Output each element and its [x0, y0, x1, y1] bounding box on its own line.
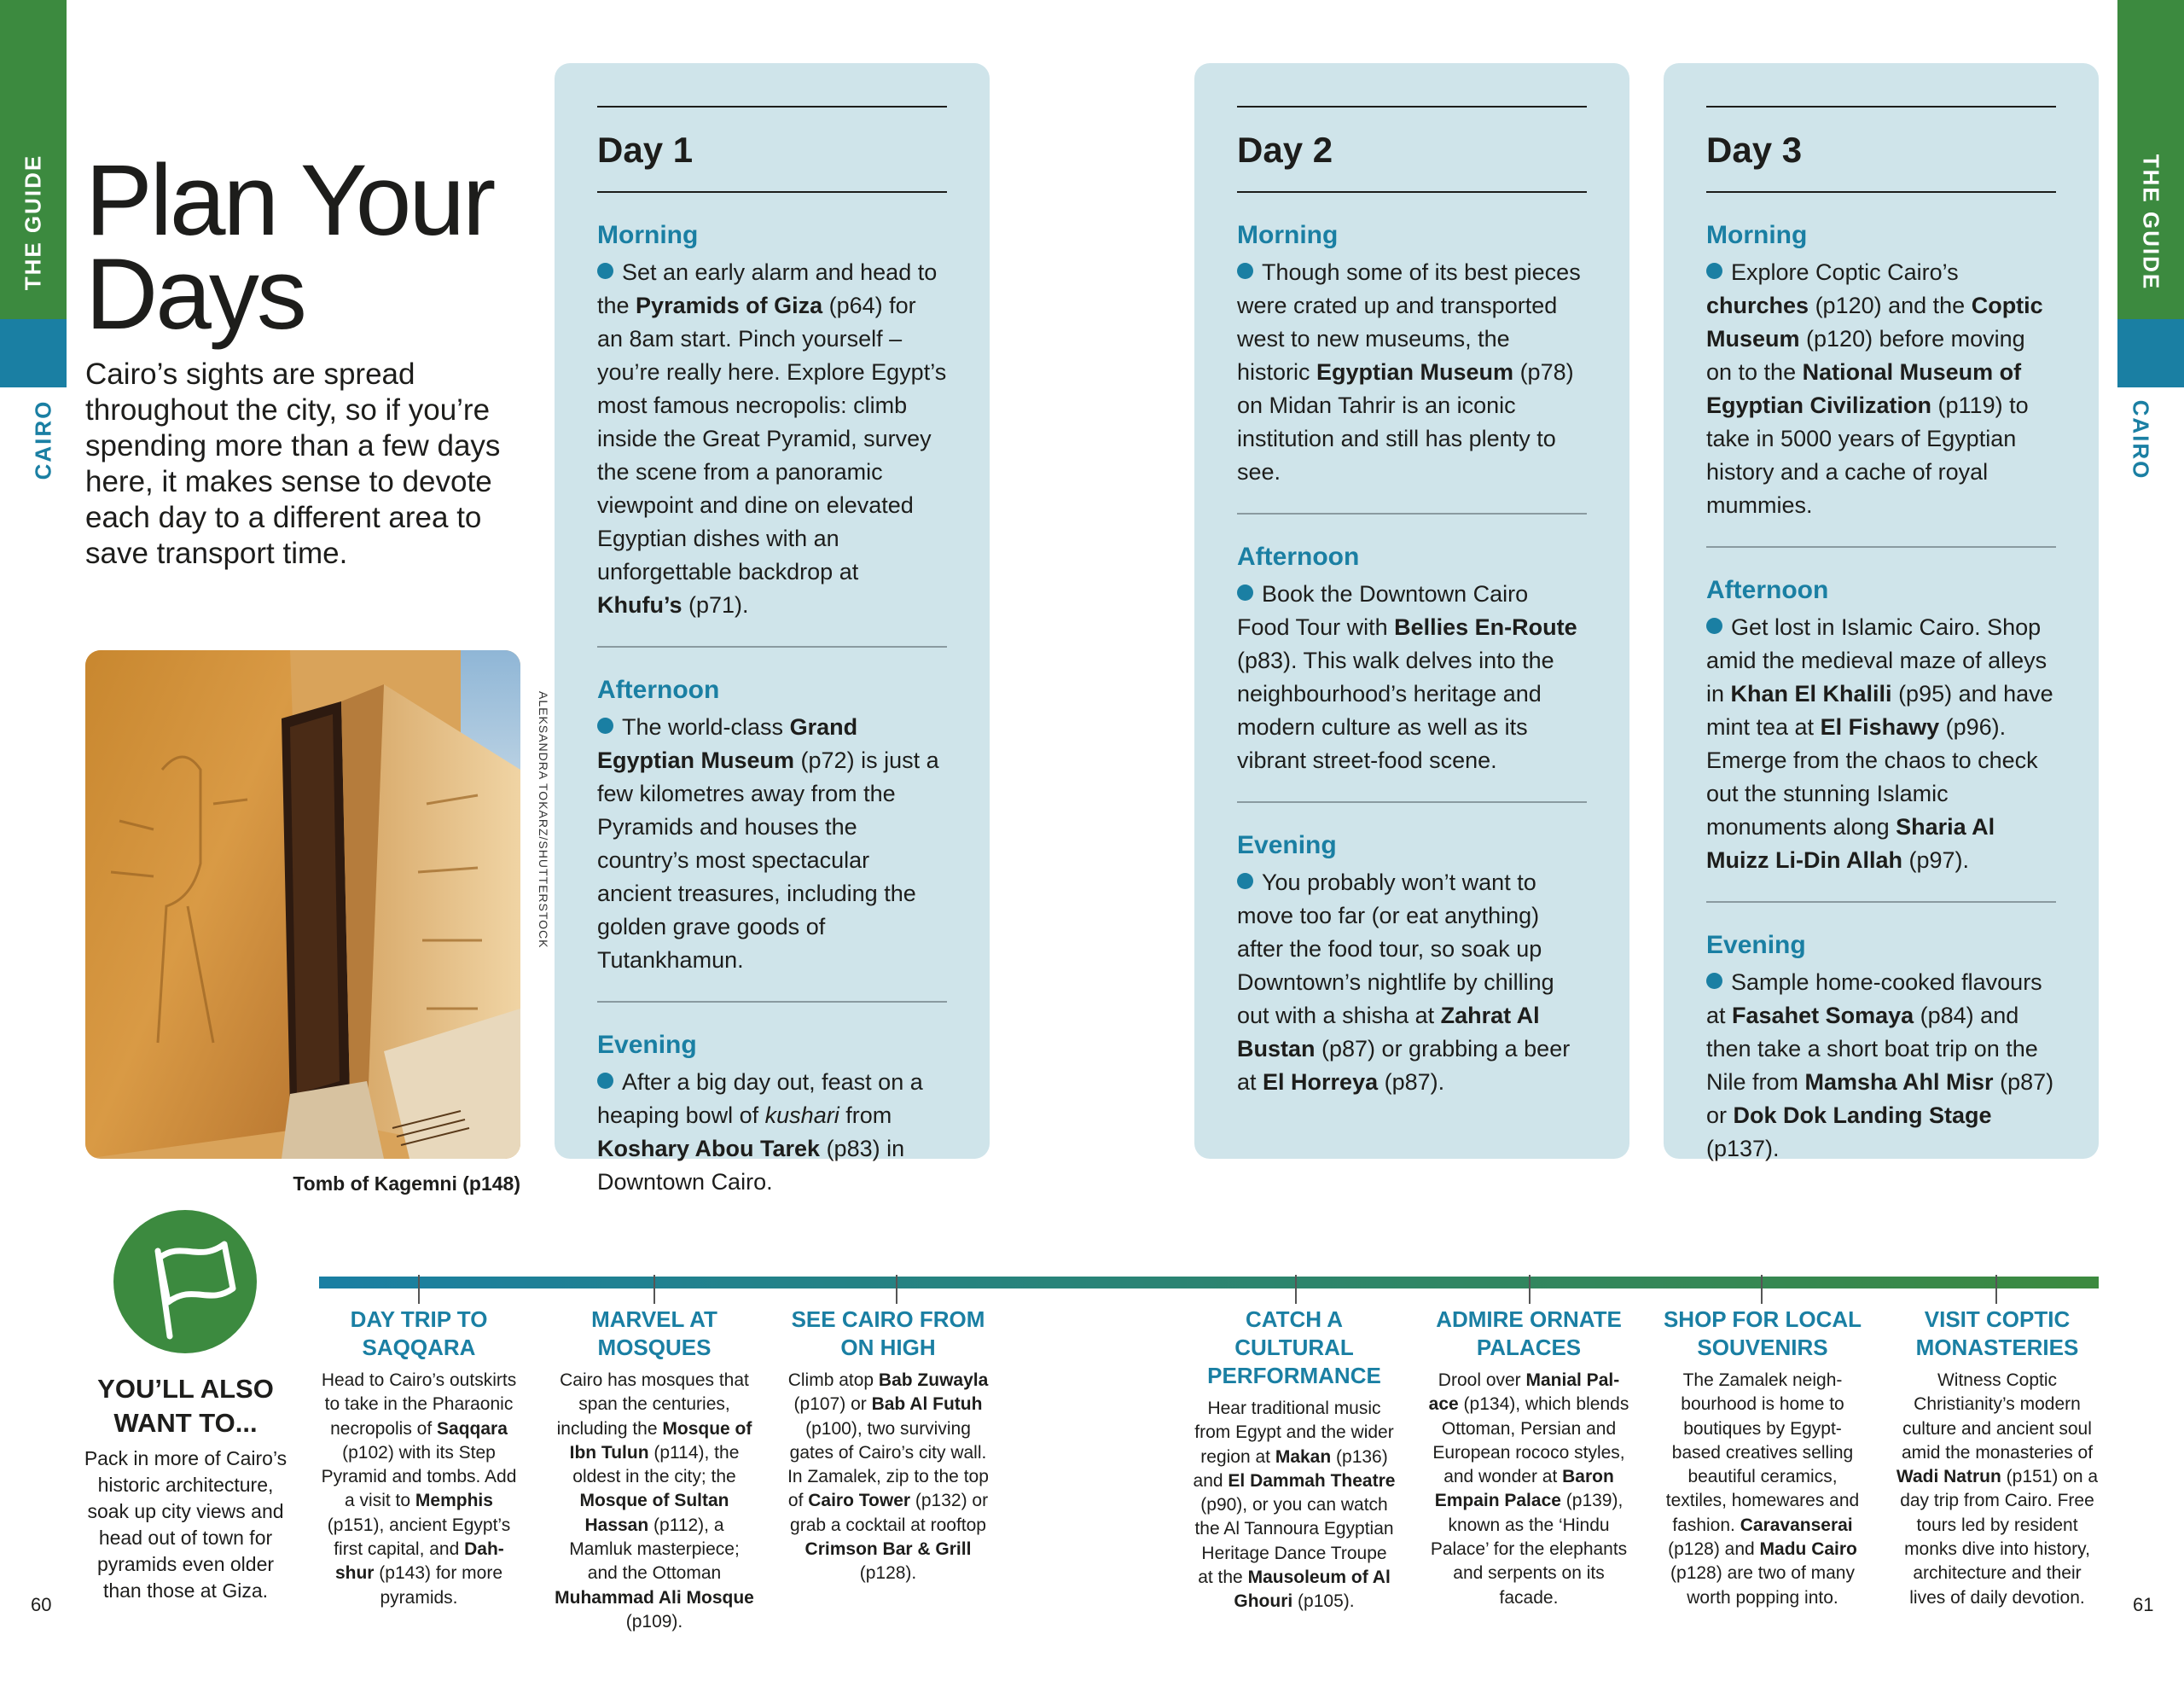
- day-title: Day 1: [597, 106, 947, 193]
- day-panel-3: [1664, 63, 2099, 1159]
- activity-heading: VISIT COPTIC MONASTERIES: [1915, 1306, 2079, 1360]
- day-section-evening: [1237, 803, 1587, 1123]
- activity-heading: CATCH A CULTURAL PERFORMANCE: [1207, 1306, 1381, 1388]
- bullet-dot-icon: [1237, 873, 1253, 889]
- activity-body: The Zamalek neigh-bourhood is home to boutiques by Egypt-based creatives selling beautiful ceramics, textiles, homewares and fashion. Caravanserai (p128) and Madu Cairo (p128) are two of many worth popping into.: [1665, 1370, 1860, 1608]
- section-heading: Evening: [1706, 931, 1806, 959]
- bullet-dot-icon: [1706, 973, 1722, 989]
- section-heading: Morning: [597, 221, 699, 249]
- activity-body: Drool over Manial Pal-ace (p134), which blends Ottoman, Persian and European rococo styles, and wonder at Baron Empain Palace (p139), known as the ‘Hindu Palace’ for the elephants and serpents on its facade.: [1428, 1370, 1629, 1608]
- bullet-dot-icon: [1706, 618, 1722, 634]
- day-section-evening: [1706, 903, 2056, 1189]
- page-number-left: 60: [31, 1594, 52, 1615]
- activity-heading: SHOP FOR LOCAL SOUVENIRS: [1663, 1306, 1862, 1360]
- section-tab-guide-label-right: THE GUIDE: [2138, 154, 2164, 290]
- photo-caption: Tomb of Kagemni (p148): [293, 1172, 520, 1195]
- bullet-dot-icon: [1237, 585, 1253, 601]
- section-body: Sample home-cooked flavours at Fasahet Somaya (p84) and then take a short boat trip on the Nile from Mamsha Ahl Misr (p87) or Dok Dok Landing Stage (p137).: [1706, 969, 2054, 1161]
- section-body: Book the Downtown Cairo Food Tour with Bellies En-Route (p83). This walk delves into the neighbourhood’s heritage and modern culture as well as its vibrant street-food scene.: [1237, 581, 1577, 773]
- flag-icon: [113, 1210, 257, 1353]
- section-body: After a big day out, feast on a heaping bowl of kushari from Koshary Abou Tarek (p83) in Downtown Cairo.: [597, 1069, 923, 1195]
- tomb-illustration: [85, 650, 520, 1159]
- activity-local-souvenirs: [1661, 1306, 1864, 1610]
- activity-body: Witness Coptic Christianity’s modern culture and ancient soul amid the monasteries of Wadi Natrun (p151) on a day trip from Cairo. Free tours led by resident monks dive into history, architecture and their lives of daily devotion.: [1896, 1370, 2099, 1608]
- activity-body: Cairo has mosques that span the centuries, including the Mosque of Ibn Tulun (p114), the oldest in the city; the Mosque of Sultan Hassan (p112), a Mamluk masterpiece; and the Ottoman Muhammad Ali Mosque (p109).: [555, 1370, 754, 1632]
- section-body: Get lost in Islamic Cairo. Shop amid the medieval maze of alleys in Khan El Khalili (p95) and have mint tea at El Fishawy (p96). Emerge from the chaos to check out the stunning Islamic monuments along Sharia Al Muizz Li-Din Allah (p97).: [1706, 614, 2053, 873]
- intro-text: Cairo’s sights are spread throughout the city, so if you’re spending more than a few days here, it makes sense to devote each day to a different area to save transport time.: [85, 358, 501, 570]
- activity-heading: ADMIRE ORNATE PALACES: [1436, 1306, 1622, 1360]
- section-body: Set an early alarm and head to the Pyramids of Giza (p64) for an 8am start. Pinch yourself – you’re really here. Explore Egypt’s most famous necropolis: climb inside the Great Pyramid, survey the scene from a panoramic viewpoint and dine on elevated Egyptian dishes with an unforgettable backdrop at Khufu’s (p71).: [597, 259, 947, 618]
- page-number-right: 61: [2133, 1594, 2154, 1615]
- also-title: YOU’LL ALSO WANT TO...: [97, 1374, 274, 1438]
- day-section-morning: [597, 193, 947, 648]
- activity-heading: MARVEL AT MOSQUES: [591, 1306, 717, 1360]
- section-heading: Afternoon: [1706, 576, 1829, 604]
- section-body: The world-class Grand Egyptian Museum (p72) is just a few kilometres away from the Pyramids and houses the country’s most spectacular ancient treasures, including the golden grave goods of Tutankhamun.: [597, 714, 939, 973]
- section-heading: Evening: [1237, 831, 1337, 859]
- activity-heading: DAY TRIP TO SAQQARA: [350, 1306, 488, 1360]
- section-heading: Morning: [1706, 221, 1808, 249]
- bullet-dot-icon: [1706, 263, 1722, 279]
- bullet-dot-icon: [597, 1073, 613, 1089]
- section-heading: Morning: [1237, 221, 1339, 249]
- activity-body: Head to Cairo’s outskirts to take in the Pharaonic necropolis of Saqqara (p102) with its Step Pyramid and tombs. Add a visit to Memphis (p151), ancient Egypt’s first capital, and Dah-shur (p143) for more pyramids.: [321, 1370, 517, 1608]
- day-title: Day 2: [1237, 106, 1587, 193]
- section-tab-city-label-right: CAIRO: [2128, 399, 2154, 480]
- bullet-dot-icon: [597, 718, 613, 734]
- bullet-dot-icon: [1237, 263, 1253, 279]
- photo-credit: ALEKSANDRA TOKARZ/SHUTTERSTOCK: [537, 691, 550, 949]
- day-section-afternoon: [1706, 548, 2056, 903]
- section-body: Though some of its best pieces were crated up and transported west to new museums, the historic Egyptian Museum (p78) on Midan Tahrir is an iconic institution and still has plenty to see.: [1237, 259, 1581, 485]
- day-section-afternoon: [597, 648, 947, 1003]
- also-text: Pack in more of Cairo’s historic architecture, soak up city views and head out of town for pyramids even older than those at Giza.: [84, 1447, 288, 1602]
- section-body: Explore Coptic Cairo’s churches (p120) and the Coptic Museum (p120) before moving on to the National Museum of Egyptian Civilization (p119) to take in 5000 years of Egyptian history and a cache of royal mummies.: [1706, 259, 2043, 518]
- day-panel-2: [1194, 63, 1629, 1159]
- day-section-evening: [597, 1003, 947, 1223]
- section-tab-city-label-left: CAIRO: [30, 399, 56, 480]
- activity-body: Hear traditional music from Egypt and the wider region at Makan (p136) and El Dammah Theatre (p90), or you can watch the Al Tannoura Egyptian Heritage Dance Troupe at the Mausoleum of Al Ghouri (p105).: [1193, 1399, 1396, 1612]
- activity-body: Climb atop Bab Zuwayla (p107) or Bab Al Futuh (p100), two surviving gates of Cairo’s city wall. In Zamalek, zip to the top of Cairo Tower (p132) or grab a cocktail at rooftop Crimson Bar & Grill (p128).: [787, 1370, 989, 1584]
- day-section-morning: [1237, 193, 1587, 515]
- section-tab-city-marker-right: [2117, 319, 2184, 387]
- day-panel-1: [555, 63, 990, 1195]
- section-heading: Afternoon: [1237, 543, 1360, 571]
- section-body: You probably won’t want to move too far (or eat anything) after the food tour, so soak up Downtown’s nightlife by chilling out with a shisha at Zahrat Al Bustan (p87) or grabbing a beer at El Horreya (p87).: [1237, 870, 1571, 1095]
- activity-cultural-performance: [1193, 1306, 1396, 1614]
- page-title: Plan Your Days: [85, 144, 494, 351]
- activity-coptic-monasteries: [1896, 1306, 2099, 1610]
- activity-heading: SEE CAIRO FROM ON HIGH: [791, 1306, 985, 1360]
- section-heading: Afternoon: [597, 676, 720, 704]
- section-tab-guide-label-left: THE GUIDE: [20, 154, 46, 290]
- bullet-dot-icon: [597, 263, 613, 279]
- section-tab-city-marker-left: [0, 319, 67, 387]
- day-section-morning: [1706, 193, 2056, 548]
- tomb-photo: [85, 650, 520, 1159]
- activity-day-trip-saqqara: [317, 1306, 520, 1610]
- section-heading: Evening: [597, 1031, 697, 1059]
- day-title: Day 3: [1706, 106, 2056, 193]
- activity-ornate-palaces: [1427, 1306, 1630, 1610]
- activity-see-cairo-high: [787, 1306, 990, 1586]
- day-section-afternoon: [1237, 515, 1587, 803]
- activity-marvel-mosques: [553, 1306, 756, 1634]
